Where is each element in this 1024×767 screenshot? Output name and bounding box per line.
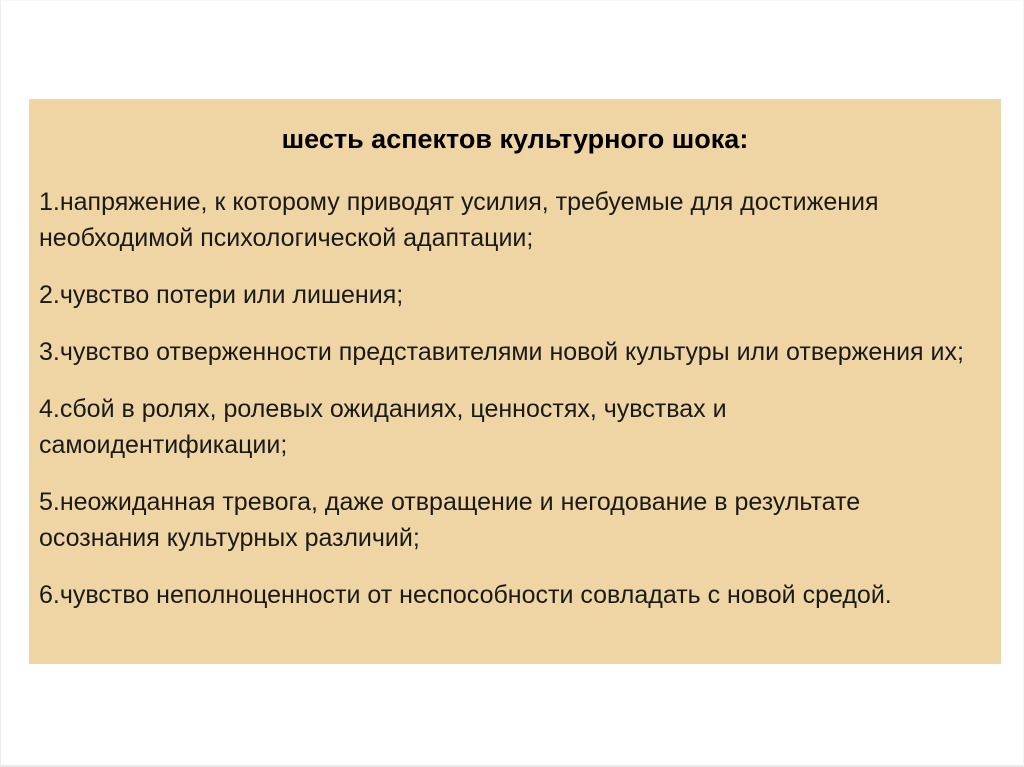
bullet-item-6-line-1: 6.чувство неполноценности от неспособности совладать с новой средой.: [39, 581, 892, 609]
bullet-item-3-line-1: 3.чувство отверженности представителями новой культуры или отвержения их;: [39, 338, 964, 366]
bullet-item-2-line-1: 2.чувство потери или лишения;: [39, 281, 404, 309]
bullet-item-5-line-1: 5.неожиданная тревога, даже отвращение и негодование в результате: [39, 488, 861, 516]
bullet-item-5: [39, 484, 991, 556]
bullet-item-1-line-1: 1.напряжение, к которому приводят усилия, требуемые для достижения: [39, 188, 879, 216]
bullet-item-4-line-2: самоидентификации;: [39, 431, 288, 459]
bullet-item-6: [39, 577, 991, 613]
bullet-item-4: [39, 391, 991, 463]
bullet-item-1-line-2: необходимой психологической адаптации;: [39, 224, 534, 252]
bullet-item-1: [39, 184, 991, 256]
content-panel: [29, 99, 1001, 664]
bullet-item-2: [39, 277, 991, 313]
bullet-item-4-line-1: 4.сбой в ролях, ролевых ожиданиях, ценностях, чувствах и: [39, 395, 727, 423]
slide-title: шесть аспектов культурного шока:: [281, 124, 749, 154]
bullet-item-3: [39, 334, 991, 370]
bullet-item-5-line-2: осознания культурных различий;: [39, 524, 420, 552]
